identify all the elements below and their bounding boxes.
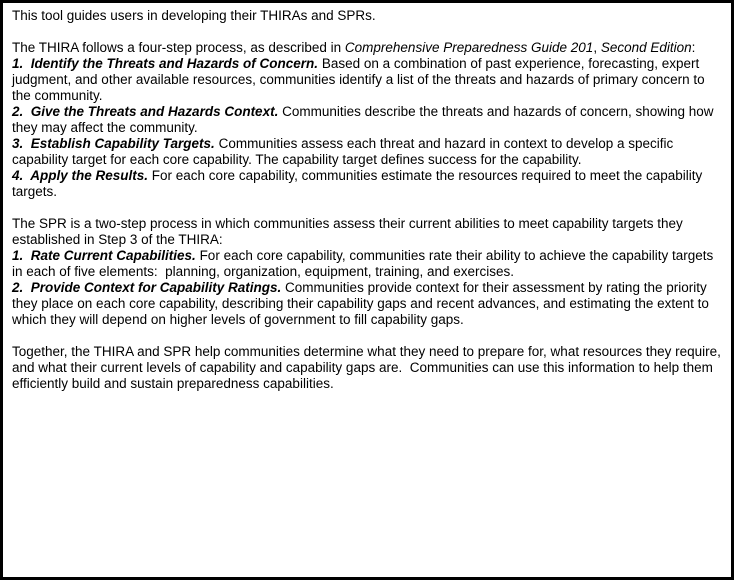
text-segment: 2. Give the Threats and Hazards Context. [12,104,279,119]
blank-line [12,328,721,344]
text-segment: Comprehensive Preparedness Guide 201 [344,40,594,55]
text-segment: Communities describe the threats and hazards of concern, showing how they may affect the community. [12,104,718,135]
text-segment: Based on a combination of past experience, forecasting, expert judgment, and other available resources, communities identify a list of the threats and hazards of primary concern to the community. [12,56,709,103]
text-segment: 1. Rate Current Capabilities. [12,248,196,263]
blank-line [12,24,721,40]
paragraph [12,344,725,392]
text-segment: For each core capability, communities rate their ability to achieve the capability targets in each of five elements: planning, organization, equipment, training, and exercises. [12,248,718,279]
text-segment: This tool guides users in developing their THIRAs and SPRs. [12,8,376,23]
text-segment: 2. Provide Context for Capability Ratings. [12,280,282,295]
paragraph [12,248,721,280]
text-segment: Communities provide context for their assessment by rating the priority they place on each core capability, describing their capability gaps and recent advances, and estimating the extent to which they will depend on higher levels of government to fill capability gaps. [12,280,713,327]
text-segment: Second Edition [600,40,692,55]
paragraph [12,8,721,24]
text-segment: 3. Establish Capability Targets. [12,136,215,151]
paragraph [12,216,721,248]
text-segment: : [691,40,696,55]
text-segment: 1. Identify the Threats and Hazards of Concern. [12,56,319,71]
text-body [12,8,725,392]
text-segment: 4. Apply the Results. [12,168,149,183]
paragraph [12,136,721,168]
text-segment: For each core capability, communities estimate the resources required to meet the capability targets. [12,168,707,199]
text-segment: The THIRA follows a four-step process, as described in [12,40,345,55]
text-segment: Communities assess each threat and hazard in context to develop a specific capability target for each core capability. The capability target defines success for the capability. [12,136,678,167]
paragraph [12,104,721,136]
paragraph [12,168,721,200]
paragraph [12,280,721,328]
paragraph [12,40,721,56]
blank-line [12,200,721,216]
text-segment: Together, the THIRA and SPR help communities determine what they need to prepare for, what resources they require, and what their current levels of capability and capability gaps are. Communities can use this information to help them efficiently build and sustain preparedness capabilities. [12,344,725,391]
paragraph [12,56,721,104]
text-segment: The SPR is a two-step process in which communities assess their current abilities to meet capability targets they established in Step 3 of the THIRA: [12,216,687,247]
text-segment: , [593,40,601,55]
